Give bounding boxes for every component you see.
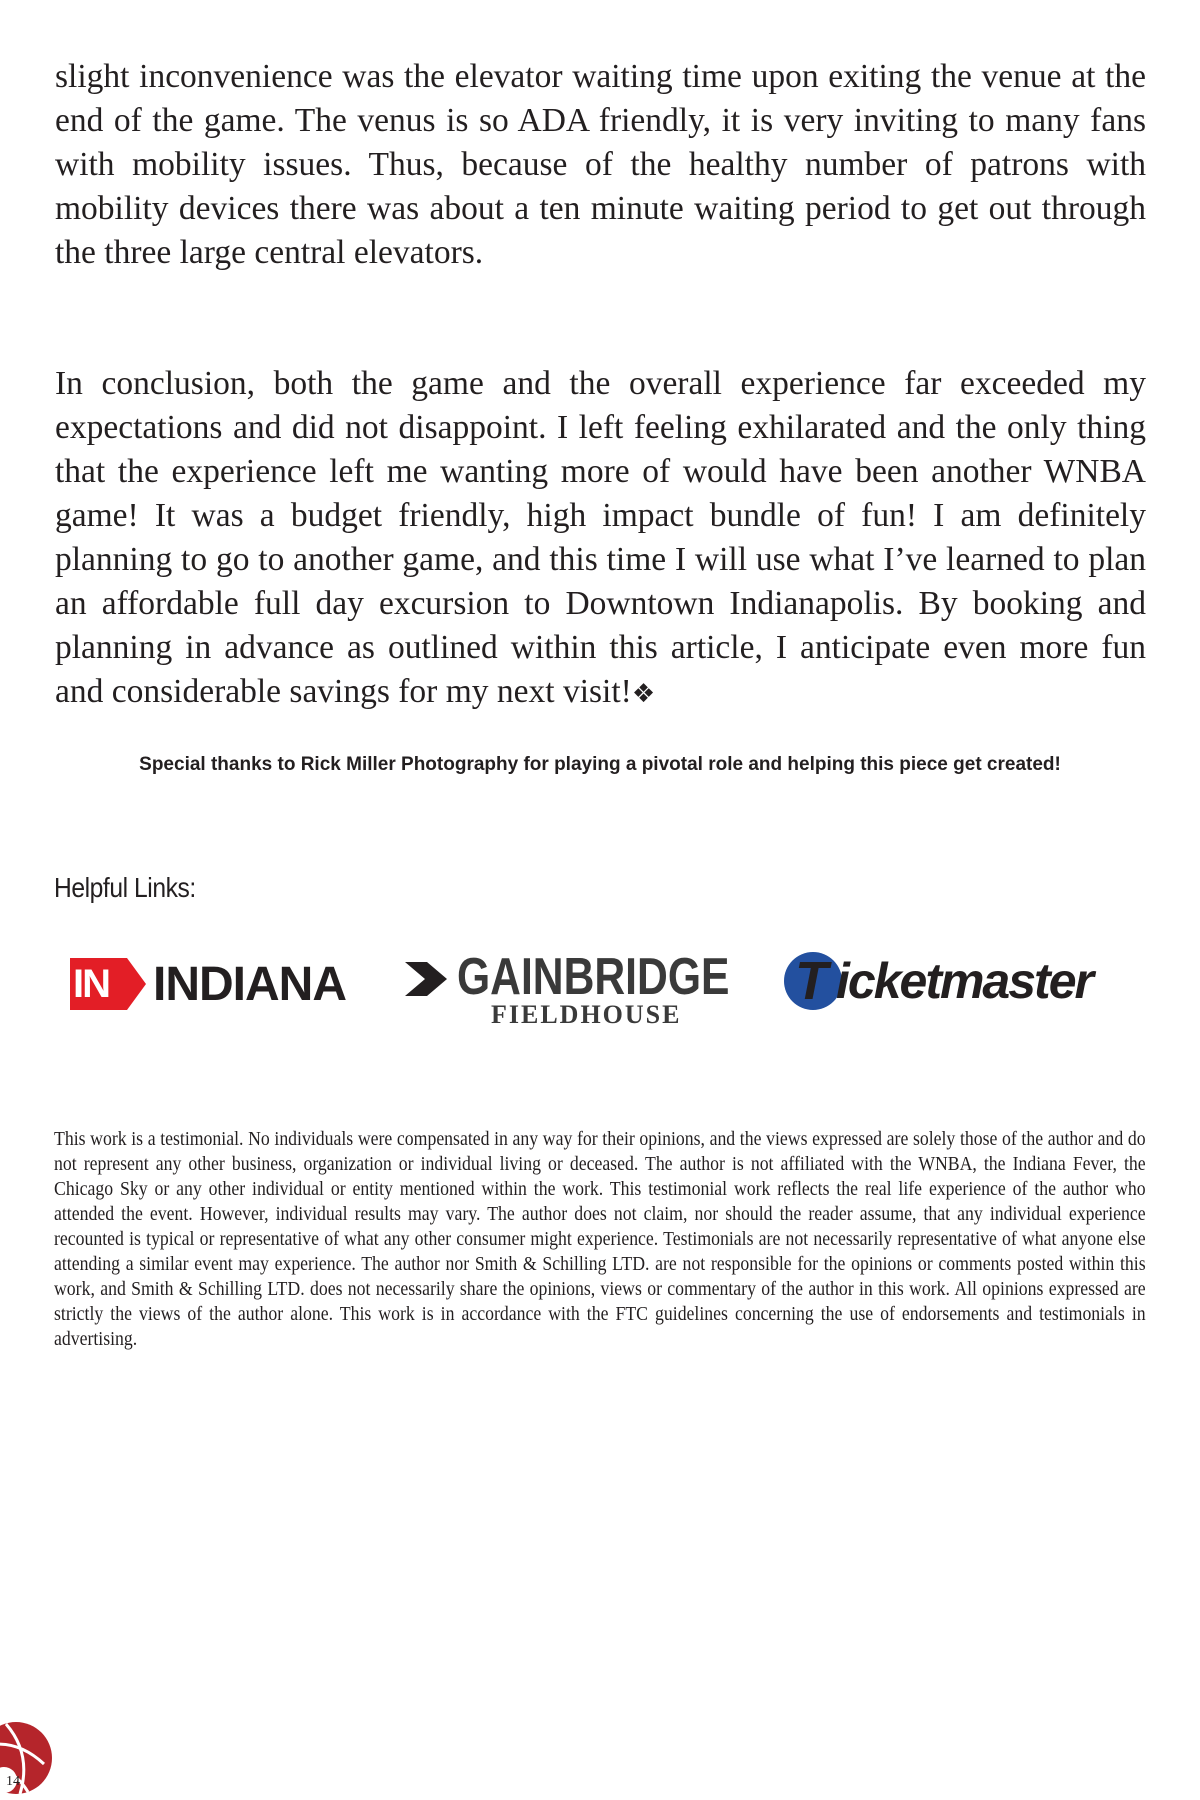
body-paragraph-2 <box>55 362 1146 716</box>
ticketmaster-wordmark: icketmaster <box>836 953 1092 1009</box>
body-paragraph-1: slight inconvenience was the elevator waiting time upon exiting the venue at the end of the game. The venus is so ADA friendly, it is very inviting to many fans with mobility issues. Thus, because of the healthy number of patrons with mobility devices there was about a ten minute waiting period to get out through the three large central elevators. <box>55 58 1146 271</box>
gainbridge-wordmark: GAINBRIDGE <box>457 948 730 1006</box>
in-badge: IN <box>70 958 127 1010</box>
photo-credit: Special thanks to Rick Miller Photography for playing a pivotal role and helping this piece get created! <box>139 754 1061 775</box>
testimonial-disclaimer: This work is a testimonial. No individuals were compensated in any way for their opinions, and the views expressed are solely those of the author and do not represent any other business, organization or individual living or deceased. The author is not affiliated with the WNBA, the Indiana Fever, the Chicago Sky or any other individual or entity mentioned within the work. This testimonial work reflects the real life experience of the author who attended the event. However, individual results may vary. The author does not claim, nor should the reader assume, that any individual experience recounted is typical or representative of what any other consumer might experience. Testimonials are not necessarily representative of what anyone else attending a similar event may experience. The author nor Smith & Schilling LTD. are not responsible for the opinions or comments posted within this work, and Smith & Schilling LTD. does not necessarily share the opinions, views or commentary of the author in this work. All opinions expressed are strictly the views of the author alone. This work is in accordance with the FTC guidelines concerning the use of endorsements and testimonials in advertising. <box>54 1128 1146 1350</box>
chevron-right-icon <box>405 962 447 996</box>
in-arrow-icon <box>127 958 146 1010</box>
fieldhouse-wordmark: FIELDHOUSE <box>491 1000 682 1029</box>
ticketmaster-logo-link[interactable] <box>784 950 1124 1015</box>
end-mark-icon: ❖ <box>631 679 656 709</box>
visit-indiana-logo-link[interactable] <box>70 955 355 1017</box>
body-paragraph-2-text: In conclusion, both the game and the overall experience far exceeded my expectations and did not disappoint. I left feeling exhilarated and the only thing that the experience left me wanting more of would have been another WNBA game! It was a budget friendly, high impact bundle of fun! I am definitely planning to go to another game, and this time I will use what I’ve learned to plan an affordable full day excursion to Downtown Indianapolis. By booking and planning in advance as outlined within this article, I anticipate even more fun and considerable savings for my next visit! <box>55 365 1146 710</box>
helpful-links-heading: Helpful Links: <box>54 872 196 903</box>
ticketmaster-t-letter: T <box>795 951 828 1011</box>
gainbridge-fieldhouse-logo-link[interactable] <box>405 948 730 1030</box>
indiana-wordmark: INDIANA <box>153 958 346 1011</box>
page-number: 14 <box>6 1774 20 1789</box>
